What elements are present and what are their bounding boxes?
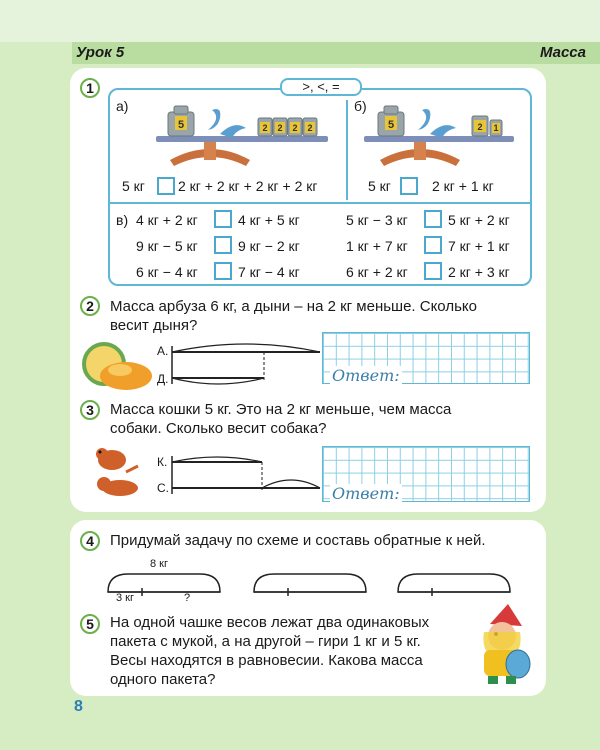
segment-diagram-3 — [172, 450, 173, 451]
top-margin — [0, 0, 600, 42]
scheme-part2-label: ? — [184, 592, 191, 604]
answer-label-3: Ответ: — [332, 484, 400, 503]
b-right-text: 2 кг + 1 кг — [432, 178, 494, 194]
part-v-label: в) — [116, 212, 129, 228]
v-row3-left1: 6 кг − 4 кг — [136, 264, 198, 280]
label-k: К. — [157, 455, 168, 469]
topic-title: Масса — [539, 44, 586, 61]
exercise-3-text-line2: собаки. Сколько весит собака? — [110, 420, 327, 437]
frame-divider-vertical — [346, 100, 348, 200]
v-row2-left1: 9 кг − 5 кг — [136, 238, 198, 254]
exercise-1-number: 1 — [80, 78, 100, 98]
v-row2-right2: 7 кг + 1 кг — [448, 238, 510, 254]
frame-divider-horizontal — [110, 202, 530, 204]
balance-scale-a-image — [150, 100, 313, 133]
weight-a-right-4-label: 2 — [307, 123, 313, 133]
exercise-4-text: Придумай задачу по схеме и составь обратные к ней. — [110, 532, 486, 549]
v-row3-right1: 7 кг − 4 кг — [238, 264, 300, 280]
part-a-label: а) — [116, 98, 129, 114]
exercise-2-text-line2: весит дыня? — [110, 317, 198, 334]
label-s: С. — [157, 481, 169, 495]
page-number: 8 — [74, 698, 83, 715]
header-bar — [72, 42, 600, 64]
scheme-part1-label: 3 кг — [116, 592, 134, 604]
v-row1-right2: 5 кг + 2 кг — [448, 212, 510, 228]
v-row3-box1[interactable] — [214, 262, 232, 280]
segment-diagram-2 — [172, 340, 173, 341]
a-right-text: 2 кг + 2 кг + 2 кг + 2 кг — [178, 178, 318, 194]
signs-tag: >, <, = — [280, 78, 362, 96]
scheme-total-label: 8 кг — [150, 558, 168, 570]
exercise-3-text-line1: Масса кошки 5 кг. Это на 2 кг меньше, чем масса — [110, 401, 452, 418]
v-row1-box1[interactable] — [214, 210, 232, 228]
scheme-2 — [254, 570, 255, 571]
melon-image — [80, 340, 81, 341]
exercise-2-number: 2 — [80, 296, 100, 316]
exercise-3-number: 3 — [80, 400, 100, 420]
part-b-label: б) — [354, 98, 367, 114]
v-row2-box1[interactable] — [214, 236, 232, 254]
exercise-2-text-line1: Масса арбуза 6 кг, а дыни – на 2 кг меньше. Сколько — [110, 298, 477, 315]
exercise-5-line3: Весы находятся в равновесии. Какова масса — [110, 652, 423, 669]
exercise-5-line2: пакета с мукой, а на другой – гири 1 кг и 5 кг. — [110, 633, 421, 650]
cat-and-dog-image — [86, 446, 87, 447]
v-row1-left1: 4 кг + 2 кг — [136, 212, 198, 228]
v-row2-right1: 9 кг − 2 кг — [238, 238, 300, 254]
weight-a-right-1-label: 2 — [262, 123, 268, 133]
weight-b-right-2-label: 1 — [493, 123, 499, 133]
exercise-5-line1: На одной чашке весов лежат два одинаковых — [110, 614, 430, 631]
b-answer-box[interactable] — [400, 177, 418, 195]
weight-a-right-2-label: 2 — [277, 123, 283, 133]
v-row3-right2: 2 кг + 3 кг — [448, 264, 510, 280]
scheme-1 — [108, 570, 109, 571]
v-row1-left2: 5 кг − 3 кг — [346, 212, 408, 228]
a-left-text: 5 кг — [122, 178, 145, 194]
weight-a-left-label: 5 — [177, 119, 185, 131]
scheme-3 — [398, 570, 399, 571]
balance-scale-b-image — [360, 100, 499, 133]
v-row3-left2: 6 кг + 2 кг — [346, 264, 408, 280]
exercise-5-line4: одного пакета? — [110, 671, 216, 688]
label-d: Д. — [157, 372, 169, 386]
v-row2-box2[interactable] — [424, 236, 442, 254]
weight-b-right-1-label: 2 — [477, 122, 483, 132]
weight-a-right-3-label: 2 — [292, 123, 298, 133]
gnome-character-image — [470, 604, 471, 605]
label-a: А. — [157, 344, 169, 358]
lesson-title: Урок 5 — [76, 44, 125, 61]
b-left-text: 5 кг — [368, 178, 391, 194]
answer-label-2: Ответ: — [332, 366, 400, 385]
v-row1-right1: 4 кг + 5 кг — [238, 212, 300, 228]
v-row3-box2[interactable] — [424, 262, 442, 280]
exercise-5-number: 5 — [80, 614, 100, 634]
a-answer-box[interactable] — [157, 177, 175, 195]
v-row2-left2: 1 кг + 7 кг — [346, 238, 408, 254]
weights-2kg-icon — [258, 118, 317, 136]
weight-b-left-label: 5 — [387, 119, 395, 131]
v-row1-box2[interactable] — [424, 210, 442, 228]
exercise-4-number: 4 — [80, 531, 100, 551]
